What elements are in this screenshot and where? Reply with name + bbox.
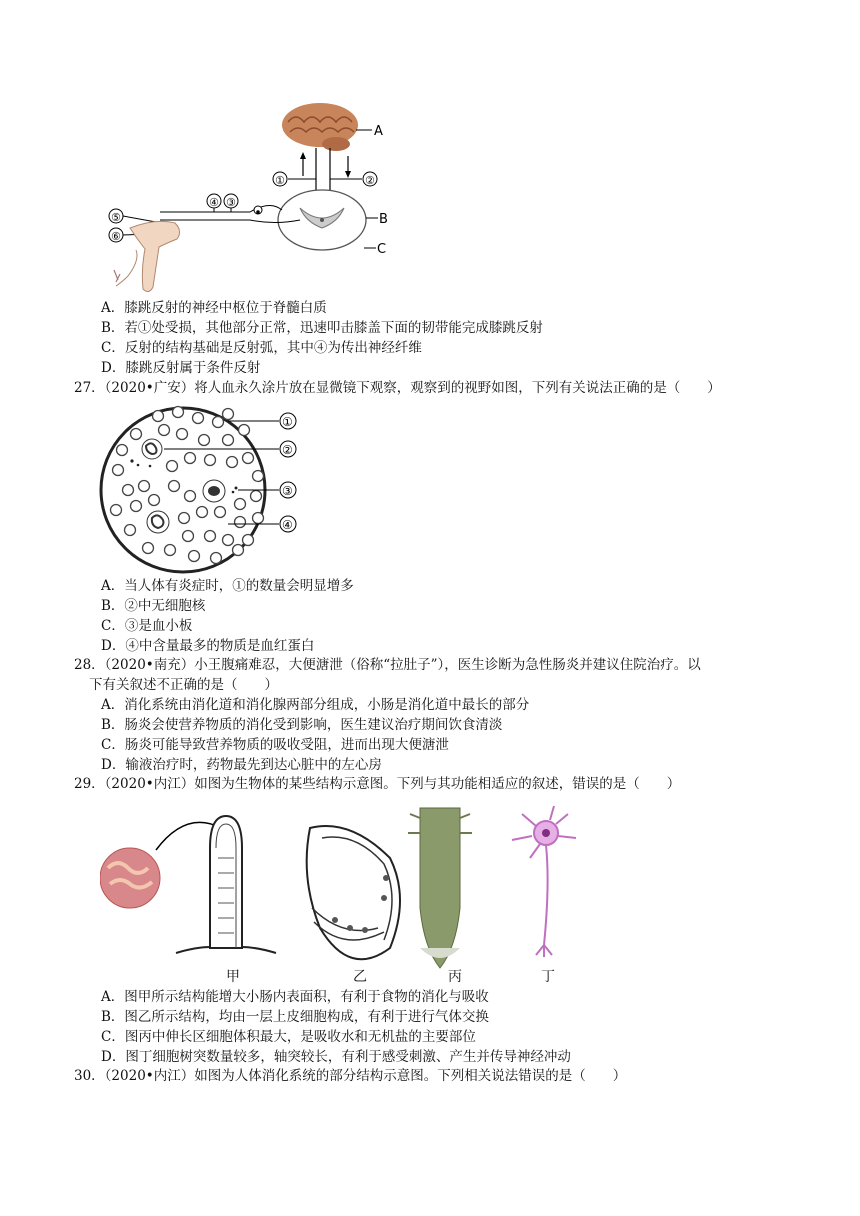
red-blood-cell	[205, 531, 216, 542]
label-6: ⑥	[111, 230, 121, 243]
red-blood-cell	[223, 409, 234, 420]
brain-illustration	[282, 103, 358, 151]
q28-option-a: A．消化系统由消化道和消化腺两部分组成，小肠是消化道中最长的部分	[101, 697, 530, 713]
red-blood-cell	[111, 505, 122, 516]
red-blood-cell	[227, 457, 238, 468]
q29-option-a: A．图甲所示结构能增大小肠内表面积，有利于食物的消化与吸收	[101, 989, 489, 1005]
red-blood-cell	[223, 435, 234, 446]
caption-bing: 丙	[448, 969, 462, 985]
q28-stem-line2: 下有关叙述不正确的是（ ）	[89, 677, 278, 693]
red-blood-cell	[213, 417, 224, 428]
red-blood-cell	[253, 471, 264, 482]
q28-option-b: B．肠炎会使营养物质的消化受到影响，医生建议治疗期间饮食清淡	[101, 717, 503, 733]
q27-option-d: D．④中含量最多的物质是血红蛋白	[101, 638, 315, 654]
spinal-cord-section	[278, 190, 366, 250]
q28-option-c: C．肠炎可能导致营养物质的吸收受阻，进而出现大便溏泄	[101, 737, 449, 753]
label-2: ②	[365, 174, 375, 187]
q29-stem: 29．（2020•内江）如图为生物体的某些结构示意图。下列与其功能相适应的叙述，错误的是（ ）	[74, 776, 681, 792]
label-3: ③	[226, 196, 236, 209]
q26-option-a: A．膝跳反射的神经中枢位于脊髓白质	[101, 300, 327, 316]
caption-jia: 甲	[226, 969, 240, 985]
red-blood-cell	[197, 507, 208, 518]
red-blood-cell	[239, 425, 250, 436]
white-blood-cell	[142, 439, 162, 459]
red-blood-cell	[165, 545, 176, 556]
q28-option-d: D．输液治疗时，药物最先到达心脏中的左心房	[101, 757, 382, 773]
structures-figure	[100, 798, 600, 988]
red-blood-cell	[185, 491, 196, 502]
leg-illustration	[114, 221, 180, 291]
label-4: ④	[282, 518, 293, 532]
q26-option-c: C．反射的结构基础是反射弧，其中④为传出神经纤维	[101, 340, 422, 356]
red-blood-cell	[199, 435, 210, 446]
red-blood-cell	[123, 485, 134, 496]
red-blood-cell	[215, 507, 226, 518]
caption-ding: 丁	[541, 969, 555, 985]
red-blood-cell	[189, 551, 200, 562]
blood-smear-figure	[98, 400, 308, 580]
q29-option-c: C．图丙中伸长区细胞体积最大，是吸收水和无机盐的主要部位	[101, 1029, 476, 1045]
red-blood-cell	[177, 429, 188, 440]
red-blood-cell	[117, 445, 128, 456]
label-c: C	[377, 242, 387, 257]
red-blood-cell	[185, 453, 196, 464]
villus-illustration	[100, 816, 276, 953]
red-blood-cell	[169, 481, 180, 492]
label-5: ⑤	[111, 211, 121, 224]
q27-option-c: C．③是血小板	[101, 618, 193, 634]
caption-yi: 乙	[353, 969, 367, 985]
red-blood-cell	[233, 545, 244, 556]
red-blood-cell	[167, 461, 178, 472]
red-blood-cell	[243, 535, 254, 546]
red-blood-cell	[193, 413, 204, 424]
q26-option-b: B．若①处受损，其他部分正常，迅速叩击膝盖下面的韧带能完成膝跳反射	[101, 320, 543, 336]
q27-stem: 27．（2020•广安）将人血永久涂片放在显微镜下观察，观察到的视野如图，下列有关说法正确的是（ ）	[74, 380, 721, 396]
white-blood-cell	[147, 511, 169, 533]
q27-option-b: B．②中无细胞核	[101, 598, 206, 614]
red-blood-cell	[143, 543, 154, 554]
red-blood-cell	[149, 495, 160, 506]
red-blood-cell	[113, 465, 124, 476]
white-blood-cell	[203, 480, 225, 502]
red-blood-cell	[235, 499, 246, 510]
q28-stem-line1: 28．（2020•南充）小王腹痛难忍，大便溏泄（俗称“拉肚子”），医生诊断为急性肠炎并建议住院治疗。以	[74, 657, 701, 673]
red-blood-cell	[183, 531, 194, 542]
q27-option-a: A．当人体有炎症时，①的数量会明显增多	[101, 578, 354, 594]
red-blood-cell	[251, 491, 262, 502]
q30-stem: 30．（2020•内江）如图为人体消化系统的部分结构示意图。下列相关说法错误的是（ ）	[74, 1068, 627, 1084]
red-blood-cell	[131, 501, 142, 512]
red-blood-cell	[153, 411, 164, 422]
alveolus-illustration	[307, 826, 400, 959]
knee-reflex-figure	[100, 100, 420, 300]
label-4: ④	[209, 196, 219, 209]
label-3: ③	[282, 484, 293, 498]
label-1: ①	[275, 174, 285, 187]
red-blood-cell	[253, 513, 264, 524]
red-blood-cell	[139, 481, 150, 492]
q29-option-b: B．图乙所示结构，均由一层上皮细胞构成，有利于进行气体交换	[101, 1009, 489, 1025]
red-blood-cell	[173, 407, 184, 418]
red-blood-cell	[211, 553, 222, 564]
red-blood-cell	[179, 513, 190, 524]
red-blood-cell	[243, 453, 254, 464]
red-blood-cell	[205, 455, 216, 466]
q29-option-d: D．图丁细胞树突数量较多，轴突较长，有利于感受刺激、产生并传导神经冲动	[101, 1049, 571, 1065]
label-a: A	[374, 124, 383, 139]
red-blood-cell	[235, 517, 246, 528]
red-blood-cell	[223, 535, 234, 546]
red-blood-cell	[131, 429, 142, 440]
root-tip-illustration	[408, 808, 472, 968]
label-b: B	[379, 212, 388, 227]
red-blood-cell	[159, 425, 170, 436]
neuron-illustration	[512, 806, 576, 957]
red-blood-cell	[125, 525, 136, 536]
label-1: ①	[282, 415, 293, 429]
q26-option-d: D．膝跳反射属于条件反射	[101, 360, 261, 376]
label-2: ②	[282, 443, 293, 457]
